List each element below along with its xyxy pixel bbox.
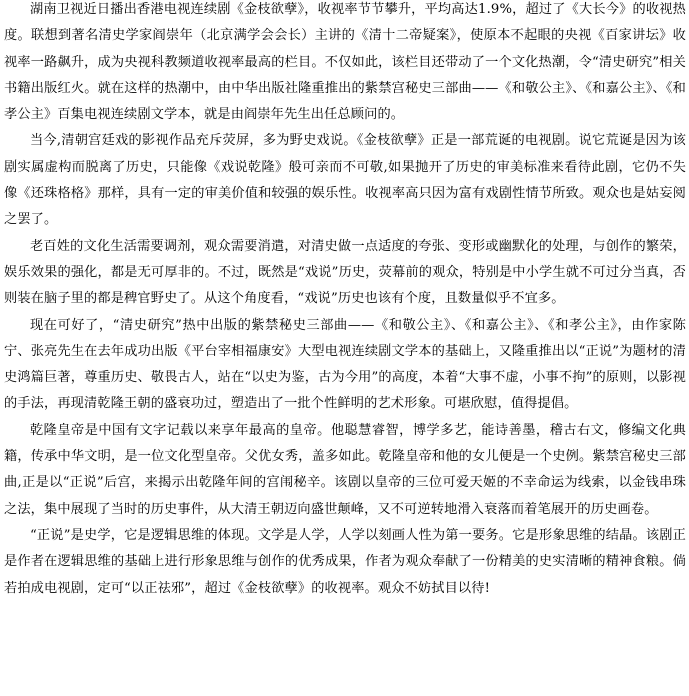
paragraph-3: 老百姓的文化生活需要调剂，观众需要消遣，对清史做一点适度的夸张、变形或幽默化的处理，与创作的繁荣，娱乐效果的强化，都是无可厚非的。不过，既然是“戏说”历史，荧幕前的观众，特别是中小学生就不可过分当真，否则装在脑子里的都是稗官野史了。从这个角度看，“戏说”历史也该有个度，且数量似乎不宜多。 bbox=[4, 238, 686, 307]
paragraph-1: 湖南卫视近日播出香港电视连续剧《金枝欲孽》，收视率节节攀升，平均高达1.9%，超过了《大长今》的收视热度。联想到著名清史学家阎崇年（北京满学会会长）主讲的《清十二帝疑案》，使原本不起眼的央视《百家讲坛》收视率一路飙升，成为央视科教频道收视率最高的栏目。不仅如此，该栏目还带动了一个文化热潮，令“清史研究”相关书籍出版红火。就在这样的热潮中，由中华出版社隆重推出的紫禁宫秘史三部曲——《和敬公主》、《和嘉公主》、《和孝公主》百集电视连续剧文学本，就是由阎崇年先生出任总顾问的。 bbox=[4, 2, 686, 123]
paragraph-6: “正说”是史学，它是逻辑思维的体现。文学是人学，人学以刻画人性为第一要务。它是形象思维的结晶。该剧正是作者在逻辑思维的基础上进行形象思维与创作的优秀成果，作者为观众奉献了一份精美的史实清晰的精神食粮。倘若拍成电视剧，定可“以正祛邪”，超过《金枝欲孽》的收视率。观众不妨拭目以待! bbox=[4, 527, 686, 596]
paragraph-5: 乾隆皇帝是中国有文字记载以来享年最高的皇帝。他聪慧睿智，博学多艺，能诗善墨，稽古右文，修编文化典籍，传承中华文明，是一位文化型皇帝。父优女秀，盖多如此。乾隆皇帝和他的女儿便是一个史例。紫禁宫秘史三部曲,正是以“正说”后宫，来揭示出乾隆年间的宫闱秘辛。该剧以皇帝的三位可爱天姬的不幸命运为线索，以金钱串珠之法，集中展现了当时的历史事件，从大清王朝迈向盛世颠峰，又不可逆转地滑入衰落而着笔展开的历史画卷。 bbox=[4, 422, 686, 517]
paragraph-2: 当今,清朝宫廷戏的影视作品充斥荧屏，多为野史戏说。《金枝欲孽》正是一部荒诞的电视剧。说它荒诞是因为该剧实属虚构而脱离了历史，只能像《戏说乾隆》般可亲而不可敬,如果抛开了历史的审美标准来看待此剧，它仍不失像《还珠格格》那样，具有一定的审美价值和较强的娱乐性。收视率高只因为富有戏剧性情节所致。观众也是姑妄阅之罢了。 bbox=[4, 133, 686, 228]
paragraph-4: 现在可好了，“清史研究”热中出版的紫禁秘史三部曲——《和敬公主》、《和嘉公主》、《和孝公主》，由作家陈宁、张亮先生在去年成功出版《平台宰相福康安》大型电视连续剧文学本的基础上，又隆重推出以“正说”为题材的清史鸿篇巨著，尊重历史、敬畏古人，站在“以史为鉴，古为今用”的高度，本着“大事不虚，小事不拘”的原则，以影视的手法，再现清乾隆王朝的盛衰功过，塑造出了一批个性鲜明的艺术形象。可堪欣慰，值得提倡。 bbox=[4, 317, 686, 412]
